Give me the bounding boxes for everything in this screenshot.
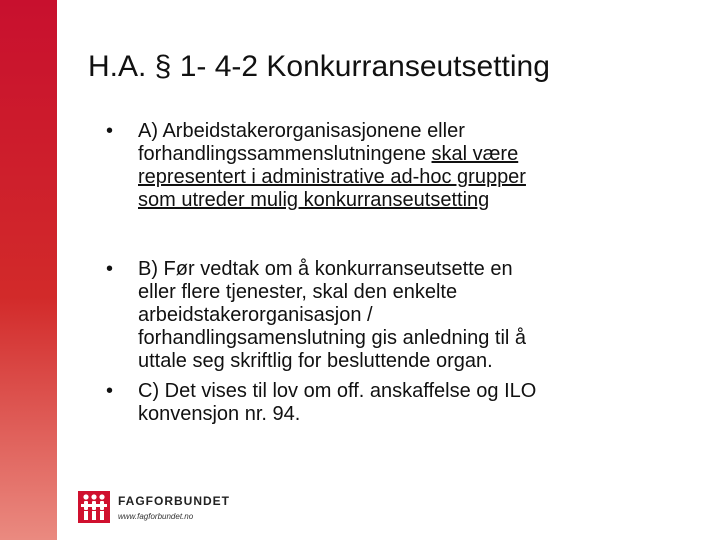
bullet-line: arbeidstakerorganisasjon / <box>138 304 373 326</box>
bullet-line: forhandlingssammenslutningene skal være <box>138 143 519 165</box>
bullet-line: eller flere tjenester, skal den enkelte <box>138 281 458 303</box>
bullet-marker: • <box>106 380 114 402</box>
bullet-marker: • <box>106 258 114 280</box>
bullet-marker: • <box>106 120 114 142</box>
bullet-line: B) Før vedtak om å konkurranseutsette en <box>138 258 513 280</box>
bullet-line: uttale seg skriftlig for besluttende organ. <box>138 350 493 372</box>
bullet-line: konvensjon nr. 94. <box>138 403 301 425</box>
fagforbundet-logo <box>77 488 237 530</box>
bullet-line: C) Det vises til lov om off. anskaffelse og ILO <box>138 380 537 402</box>
bullet-line: A) Arbeidstakerorganisasjonene eller <box>138 120 465 142</box>
logo-name: FAGFORBUNDET <box>118 494 230 508</box>
bullet-text <box>138 258 648 373</box>
bullet-line: forhandlingsamenslutning gis anledning til å <box>138 327 527 349</box>
bullet-text <box>138 120 648 212</box>
bullet-text <box>138 380 648 426</box>
bullet-line: representert i administrative ad-hoc grupper <box>138 166 526 188</box>
slide-title: H.A. § 1- 4-2 Konkurranseutsetting <box>88 50 550 83</box>
logo-url: www.fagforbundet.no <box>118 512 194 521</box>
accent-stripe <box>0 0 57 540</box>
fagforbundet-logo-icon <box>77 490 111 524</box>
bullet-line: som utreder mulig konkurranseutsetting <box>138 189 490 211</box>
